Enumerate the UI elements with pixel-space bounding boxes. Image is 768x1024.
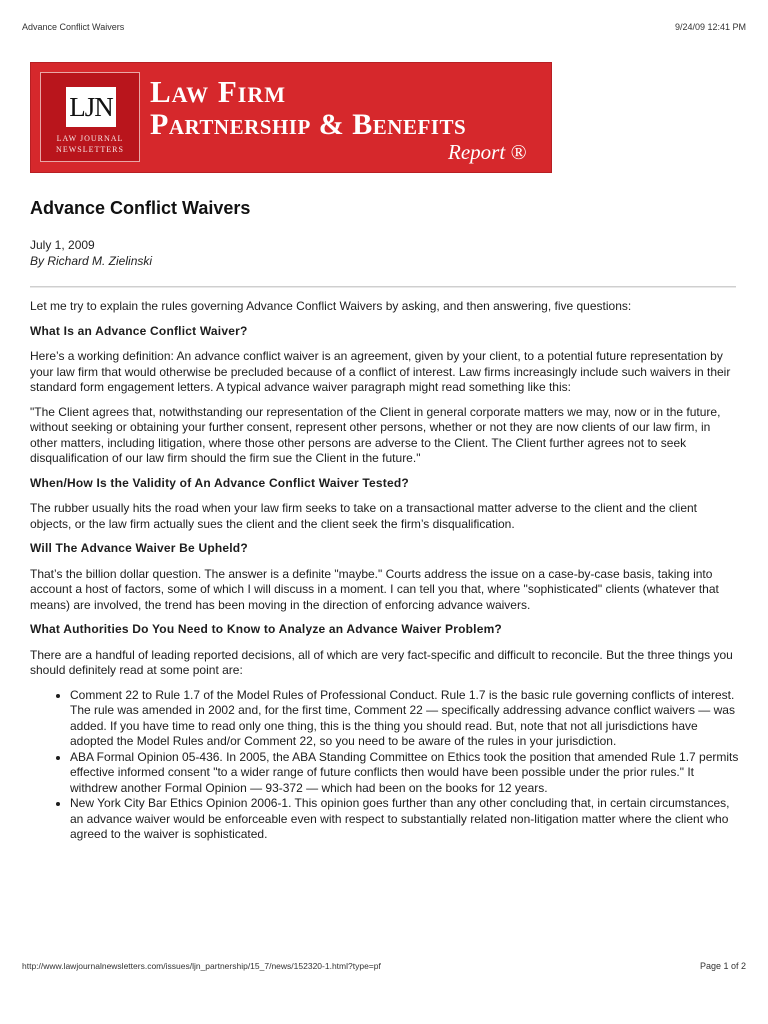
newsletter-banner xyxy=(30,62,552,173)
article-body xyxy=(30,299,740,843)
list-item: • Comment 22 to Rule 1.7 of the Model Rules of Professional Conduct. Rule 1.7 is the basic rule governing conflicts of interest. The rule was amended in 2002 and, for the first time, Comment 22 — specifically addressing advance conflict waivers — was added. If you have time to read only one thing, this is the thing you should read. But, note that not all jurisdictions have adopted the Model Rules and/or Comment 22, so you need to be aware of the rules in your jurisdiction. xyxy=(70,688,740,750)
paragraph: Here’s a working definition: An advance conflict waiver is an agreement, given by your client, to a potential future representation by your law firm that would otherwise be precluded because of a conflict of interest. Law firms increasingly include such waivers in their standard form engagement letters. A typical advance waiver paragraph might read something like this: xyxy=(30,349,731,394)
ljn-logo xyxy=(40,72,140,162)
paragraph: There are a handful of leading reported decisions, all of which are very fact-specific and difficult to reconcile. But the three things you should definitely read at some point are: xyxy=(30,647,733,677)
paragraph: That’s the billion dollar question. The answer is a definite "maybe." Courts address the issue on a case-by-case basis, taking into account a host of factors, some of which I will discuss in a moment. I can tell you that, where "sophisticated" clients (whatever that means) are involved, the trend has been moving in the direction of enforcing advance waivers. xyxy=(30,566,719,612)
list-item: • New York City Bar Ethics Opinion 2006-1. This opinion goes further than any other concluding that, in certain circumstances, an advance waiver would be enforceable even with respect to substantially related non-litigation matter where the client who agreed to the waiver is sophisticated. xyxy=(70,796,740,843)
banner-title-line3: Report ® xyxy=(448,140,527,164)
print-header-title: Advance Conflict Waivers xyxy=(22,22,125,32)
quote-paragraph: "The Client agrees that, notwithstanding our representation of the Client in general corporate matters we may, now or in the future, without seeking or obtaining your further consent, represent other persons, whether or not they are now clients of our law firm, in other matters, including litigation, where those other persons are adverse to the Client. The Client further agrees not to seek disqualification of our law firm should the firm sue the Client in the future." xyxy=(30,404,721,465)
print-header-timestamp: 9/24/09 12:41 PM xyxy=(674,22,746,32)
article-date: July 1, 2009 xyxy=(30,238,95,252)
print-footer-url: http://www.lawjournalnewsletters.com/issues/ljn_partnership/15_7/news/152320-1.html?type=pf xyxy=(22,961,381,971)
article-byline: By Richard M. Zielinski xyxy=(30,254,153,268)
banner-title-line1: Law Firm xyxy=(150,74,287,109)
question-heading: When/How Is the Validity of An Advance Conflict Waiver Tested? xyxy=(30,475,409,490)
print-footer-page: Page 1 of 2 xyxy=(699,961,746,971)
authorities-list xyxy=(30,688,740,843)
ljn-logo-subtitle: LAW JOURNAL NEWSLETTERS xyxy=(56,134,124,154)
divider xyxy=(30,286,736,288)
paragraph: The rubber usually hits the road when your law firm seeks to take on a transactional matter adverse to the client and the client objects, or the law firm actually sues the client and the client seek the firm’s disqualification. xyxy=(30,501,698,531)
ljn-logo-mark: LJN xyxy=(66,87,116,127)
question-heading: Will The Advance Waiver Be Upheld? xyxy=(30,541,248,555)
article-title: Advance Conflict Waivers xyxy=(30,198,251,218)
banner-title-line2: Partnership & Benefits xyxy=(150,108,467,141)
question-heading: What Is an Advance Conflict Waiver? xyxy=(30,323,248,338)
list-item: • ABA Formal Opinion 05-436. In 2005, the ABA Standing Committee on Ethics took the position that amended Rule 1.7 permits effective informed consent "to a wider range of future conflicts then would have been possible under the prior rules." It withdrew another Formal Opinion — 93-372 — which had been on the books for 12 years. xyxy=(70,750,740,797)
intro-paragraph: Let me try to explain the rules governing Advance Conflict Waivers by asking, and then answering, five questions: xyxy=(30,299,632,313)
question-heading: What Authorities Do You Need to Know to Analyze an Advance Waiver Problem? xyxy=(30,622,502,636)
